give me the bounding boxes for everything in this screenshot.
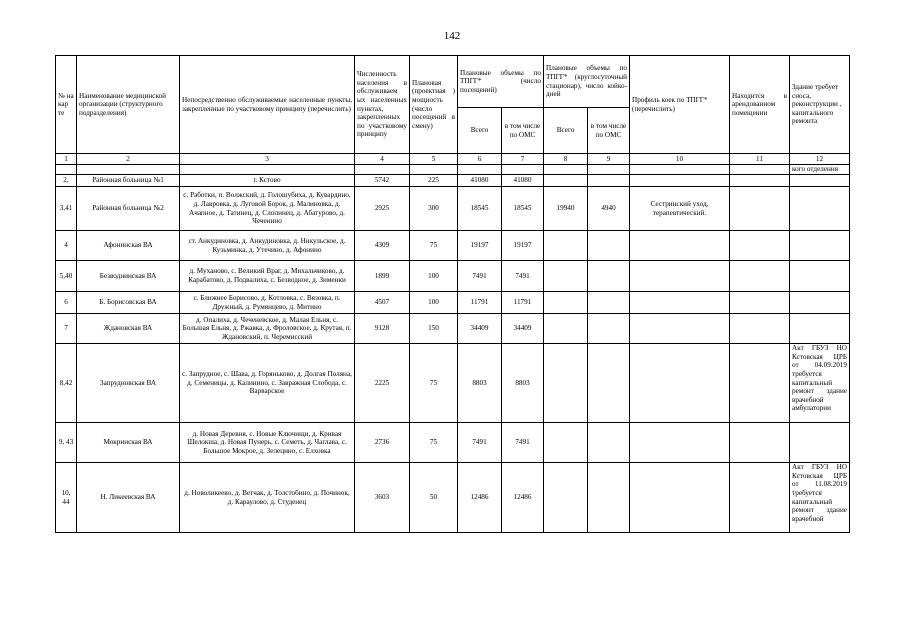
row-served: г. Кстово: [180, 175, 355, 187]
row-beds-oms: [588, 344, 630, 423]
row-org: Районная больница №2: [77, 187, 180, 231]
row-repair: Акт ГБУЗ НО Кстовская ЦРБ от 11.08.2019 требуется капитальный ремонт здание врачебной: [790, 463, 850, 533]
row-rented: [730, 231, 790, 261]
col-number: 4: [355, 154, 410, 165]
carry-over-text: кого отделения: [790, 165, 850, 175]
table-row: [56, 187, 850, 231]
row-served: д. Муханово, с. Великий Враг, д. Михальчиково, д. Карабатово, д. Подвалиха, с. Безводное, д. Зименки: [180, 261, 355, 292]
row-visits-total: 7491: [458, 423, 502, 463]
row-capacity: 300: [410, 187, 458, 231]
row-repair: [790, 423, 850, 463]
row-beds-total: [544, 261, 588, 292]
page-number: 142: [443, 30, 461, 42]
row-beds-total: 19940: [544, 187, 588, 231]
col-number: 6: [458, 154, 502, 165]
col-number: 11: [730, 154, 790, 165]
row-visits-total: 34409: [458, 314, 502, 344]
row-repair: Акт ГБУЗ НО Кстовская ЦРБ от 04.09.2019 требуется капитальный ремонт здание врачебной амбулатории: [790, 344, 850, 423]
row-profile: [630, 314, 730, 344]
row-org: Афонинская ВА: [77, 231, 180, 261]
row-capacity: 150: [410, 314, 458, 344]
row-visits-total: 41080: [458, 175, 502, 187]
row-visits-oms: 7491: [502, 261, 544, 292]
row-population: 2225: [355, 344, 410, 423]
row-visits-total: 18545: [458, 187, 502, 231]
row-visits-total: 7491: [458, 261, 502, 292]
header-repair: Здание требует сноса, реконструкции , капитального ремонта: [790, 56, 850, 154]
carry-over-row: [56, 165, 850, 175]
table-row: [56, 423, 850, 463]
row-num: 7: [56, 314, 77, 344]
row-beds-total: [544, 292, 588, 314]
table-row: [56, 292, 850, 314]
row-num: 5,40: [56, 261, 77, 292]
row-rented: [730, 463, 790, 533]
row-capacity: 100: [410, 261, 458, 292]
row-beds-total: [544, 344, 588, 423]
row-capacity: 100: [410, 292, 458, 314]
row-population: 1899: [355, 261, 410, 292]
row-repair: [790, 231, 850, 261]
row-visits-total: 19197: [458, 231, 502, 261]
header-profile: Профиль коек по ТПГГ* (перечислить): [630, 56, 730, 154]
row-beds-total: [544, 231, 588, 261]
header-beds-oms: в том числе по ОМС: [588, 108, 630, 154]
row-capacity: 50: [410, 463, 458, 533]
header-num: № на кар те: [56, 56, 77, 154]
row-profile: Сестринский уход, терапевтический.: [630, 187, 730, 231]
row-beds-oms: [588, 261, 630, 292]
row-rented: [730, 314, 790, 344]
row-visits-oms: 11791: [502, 292, 544, 314]
row-beds-oms: [588, 292, 630, 314]
row-beds-oms: [588, 423, 630, 463]
row-population: 5742: [355, 175, 410, 187]
row-beds-total: [544, 314, 588, 344]
header-served: Непосредственно обслуживаемые населенные пункты, закрепленные по участковому принципу (перечислить): [180, 56, 355, 154]
header-rented: Находится в арендованном помещении: [730, 56, 790, 154]
row-num: 4: [56, 231, 77, 261]
row-population: 2736: [355, 423, 410, 463]
row-num: 6: [56, 292, 77, 314]
row-served: д. Опалиха, д. Чеченевское, д. Малая Ельня, с. Большая Ельня, д. Ржавка, д. Фроловское, д. Крутая, п. Ждановский, п. Черемисский: [180, 314, 355, 344]
row-org: Районная больница №1: [77, 175, 180, 187]
row-capacity: 75: [410, 423, 458, 463]
row-population: 9128: [355, 314, 410, 344]
row-served: с. Работки, п. Волжский, д. Голошубиха, д. Кувардино, д. Лавровка, д. Луговой Борок, д. Малиновка, д. Ачапное, д. Татинец, д. Слопинец, д. Абатурово, д. Чеченино: [180, 187, 355, 231]
col-number: 1: [56, 154, 77, 165]
header-tpgg-visits: Плановые объемы по ТПГГ* (число посещений): [458, 56, 544, 108]
row-rented: [730, 175, 790, 187]
row-rented: [730, 423, 790, 463]
row-num: 2,: [56, 175, 77, 187]
row-rented: [730, 292, 790, 314]
row-visits-total: 12486: [458, 463, 502, 533]
row-rented: [730, 261, 790, 292]
header-org: Наименование медицинской организации (структурного подразделения): [77, 56, 180, 154]
table-row: [56, 463, 850, 533]
col-number: 9: [588, 154, 630, 165]
col-number: 8: [544, 154, 588, 165]
row-org: Безводнинская ВА: [77, 261, 180, 292]
row-visits-oms: 7491: [502, 423, 544, 463]
table-row: [56, 175, 850, 187]
row-org: Б. Борисовская ВА: [77, 292, 180, 314]
row-population: 4309: [355, 231, 410, 261]
row-profile: [630, 261, 730, 292]
row-repair: [790, 261, 850, 292]
row-population: 4507: [355, 292, 410, 314]
row-population: 2925: [355, 187, 410, 231]
row-org: Мокринская ВА: [77, 423, 180, 463]
row-profile: [630, 231, 730, 261]
col-number: 10: [630, 154, 730, 165]
row-capacity: 75: [410, 344, 458, 423]
row-served: ст. Анкудиновка, д. Анкудиновка, д. Никульское, д. Кузьминка, д. Утечино, д. Афонино: [180, 231, 355, 261]
row-beds-total: [544, 423, 588, 463]
row-rented: [730, 187, 790, 231]
row-rented: [730, 344, 790, 423]
col-number: 7: [502, 154, 544, 165]
table-row: [56, 344, 850, 423]
header-visits-total: Всего: [458, 108, 502, 154]
header-beds-total: Всего: [544, 108, 588, 154]
row-profile: [630, 292, 730, 314]
row-profile: [630, 423, 730, 463]
row-visits-oms: 18545: [502, 187, 544, 231]
row-visits-oms: 12486: [502, 463, 544, 533]
col-number: 3: [180, 154, 355, 165]
row-visits-oms: 8803: [502, 344, 544, 423]
row-capacity: 225: [410, 175, 458, 187]
row-org: Ждановская ВА: [77, 314, 180, 344]
row-beds-oms: [588, 175, 630, 187]
row-profile: [630, 344, 730, 423]
row-num: 9, 43: [56, 423, 77, 463]
row-org: Запрудновская ВА: [77, 344, 180, 423]
col-number: 12: [790, 154, 850, 165]
table-row: [56, 261, 850, 292]
row-repair: [790, 292, 850, 314]
header-population: Численность населения в обслуживаем ых населенных пунктах, закрепленных по участковому принципу: [355, 56, 410, 154]
row-num: 10, 44: [56, 463, 77, 533]
row-served: с. Запрудное, с. Шава, д. Горяньково, д. Долгая Поляна, д. Семеницы, д. Калинино, с. Завражная Слобода, с. Варварское: [180, 344, 355, 423]
row-repair: [790, 175, 850, 187]
row-profile: [630, 463, 730, 533]
header-visits-oms: в том числе по ОМС: [502, 108, 544, 154]
row-served: д. Новоликеево, д. Ветчак, д. Толстобино, д. Починок, д. Караулово, д. Студенец: [180, 463, 355, 533]
table-row: [56, 314, 850, 344]
row-beds-total: [544, 463, 588, 533]
row-capacity: 75: [410, 231, 458, 261]
header-capacity: Плановая (проектная ) мощность (число посещений в смену): [410, 56, 458, 154]
row-served: д. Новая Деревня, с. Новые Ключищи, д. Кривая Шелокша, д. Новая Пунерь, с. Семеть, д. Чаглава, с. Большое Мокрое, д. Зелецино, с. Елховка: [180, 423, 355, 463]
row-num: 8,42: [56, 344, 77, 423]
col-number: 5: [410, 154, 458, 165]
row-visits-oms: 41080: [502, 175, 544, 187]
row-beds-oms: [588, 314, 630, 344]
row-visits-total: 11791: [458, 292, 502, 314]
row-beds-total: [544, 175, 588, 187]
row-beds-oms: 4940: [588, 187, 630, 231]
row-visits-oms: 34409: [502, 314, 544, 344]
facilities-table: [55, 55, 850, 533]
row-profile: [630, 175, 730, 187]
row-served: с. Ближнее Борисово, д. Котловка, с. Вязовка, п. Дружный, д. Румянцево, д. Митино: [180, 292, 355, 314]
row-visits-oms: 19197: [502, 231, 544, 261]
row-org: Н. Ликеевская ВА: [77, 463, 180, 533]
header-tpgg-beds: Плановые объемы по ТПГГ* (круглосуточный стационар), число койко-дней: [544, 56, 630, 108]
col-number: 2: [77, 154, 180, 165]
row-beds-oms: [588, 463, 630, 533]
row-repair: [790, 187, 850, 231]
row-repair: [790, 314, 850, 344]
row-num: 3,41: [56, 187, 77, 231]
row-population: 3603: [355, 463, 410, 533]
row-visits-total: 8803: [458, 344, 502, 423]
row-beds-oms: [588, 231, 630, 261]
table-row: [56, 231, 850, 261]
